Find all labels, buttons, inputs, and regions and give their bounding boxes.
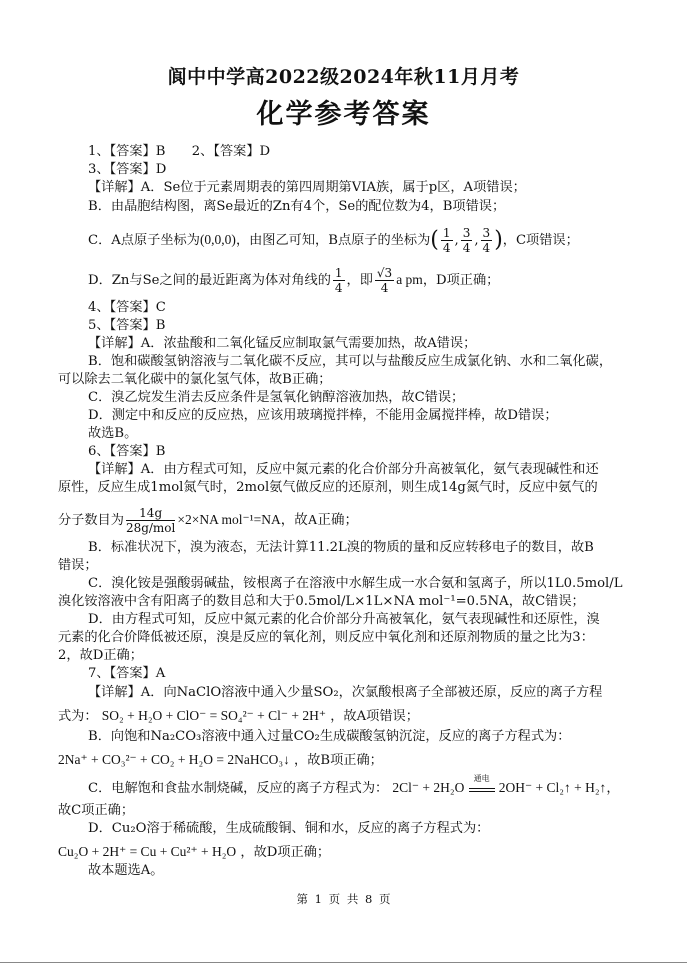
text: C．A点原子坐标为 xyxy=(88,233,200,248)
answer-line-3: 3、【答案】D xyxy=(88,162,167,177)
equation-line-a xyxy=(58,707,419,726)
ionic-equation-b: 2Na⁺ + CO₃²⁻ + CO₂ + H₂O = 2NaHCO₃↓ xyxy=(58,752,290,767)
equation-line-c xyxy=(88,773,620,801)
text: ，故B项正确； xyxy=(294,753,383,768)
answer-line-7: 7、【答案】A xyxy=(88,666,166,681)
explain-line: 2，故D正确； xyxy=(58,648,143,663)
explain-line: 原性，反应生成1mol氮气时，2mol氨气做反应的还原剂，则生成14g氮气时，反应中氨气的 xyxy=(58,480,598,495)
explain-line: B．饱和碳酸氢钠溶液与二氧化碳不反应，其可以与盐酸反应生成氯化钠、水和二氧化碳， xyxy=(88,354,612,369)
explain-line: 故C项正确； xyxy=(58,803,135,818)
answer-line-4: 4、【答案】C xyxy=(88,300,166,315)
paren-right: ) xyxy=(494,227,503,253)
ionic-equation-c-right: 2OH⁻ + Cl₂↑ + H₂↑ xyxy=(498,780,607,795)
fraction-root3-over-4: $\frac{√3}{4}$ xyxy=(376,266,393,295)
text: ，故D项正确； xyxy=(240,845,331,860)
explain-line: 错误； xyxy=(58,558,98,573)
text: ， xyxy=(606,781,620,796)
electrolysis-arrow xyxy=(469,773,495,792)
explain-line: 溴化铵溶液中含有阳离子的数目总和大于0.5mol/L×1L×NA mol⁻¹=0.5NA，故C错误； xyxy=(58,594,585,609)
explain-line: C．溴乙烷发生消去反应条件是氢氧化钠醇溶液加热，故C错误； xyxy=(88,390,465,405)
answer-line-6: 6、【答案】B xyxy=(88,444,166,459)
explain-line: D．由方程式可知，反应中氮元素的化合价部分升高被氧化，氨气表现碱性和还原性，溴 xyxy=(88,612,600,627)
equation-line-d xyxy=(58,843,330,862)
explain-line: 【详解】A．向NaClO溶液中通入少量SO₂，次氯酸根离子全部被还原，反应的离子方程 xyxy=(88,685,603,700)
ionic-equation-a: SO₂ + H₂O + ClO⁻ = SO₄²⁻ + Cl⁻ + 2H⁺ xyxy=(101,708,327,723)
explain-line-molecules xyxy=(58,502,358,539)
explain-line: B．由晶胞结构图，离Se最近的Zn有4个，Se的配位数为4，B项错误； xyxy=(88,199,506,214)
explain-line: 元素的化合价降低被还原，溴是反应的氧化剂，则反应中氧化剂和还原剂物质的量之比为3： xyxy=(58,630,594,645)
text: ，由图乙可知，B点原子的坐标为 xyxy=(235,233,431,248)
exam-title: 阆中中学高2022级2024年秋11月月考 xyxy=(167,66,520,88)
text: ，故A项错误； xyxy=(330,709,419,724)
fraction-14g-over-28: $\frac{14g}{\text{28g/mol}}$ xyxy=(125,506,176,535)
coord-frac-x: $\frac{1}{4}$ xyxy=(442,226,451,255)
text: C．电解饱和食盐水制烧碱，反应的离子方程式为： xyxy=(88,781,389,796)
paren-left: ( xyxy=(430,227,439,253)
explain-line: D．测定中和反应的反应热，应该用玻璃搅拌棒，不能用金属搅拌棒，故D错误； xyxy=(88,408,558,423)
explain-line: C．溴化铵是强酸弱碱盐，铵根离子在溶液中水解生成一水合氨和氢离子，所以1L0.5mol/L xyxy=(88,576,623,591)
answer-line-1-2: 1、【答案】B 2、【答案】D xyxy=(88,144,271,159)
explain-line: B．标准状况下，溴为液态，无法计算11.2L溴的物质的量和反应转移电子的数目，故B xyxy=(88,540,594,555)
unit: a pm xyxy=(396,272,423,287)
conclusion-line: 故本题选A。 xyxy=(88,863,164,878)
fraction-one-quarter: $\frac{1}{4}$ xyxy=(334,266,343,295)
explain-line-distance xyxy=(88,262,499,299)
coord-a: (0,0,0) xyxy=(199,232,236,247)
explain-line: B．向饱和Na₂CO₃溶液中通入过量CO₂生成碳酸氢钠沉淀，反应的离子方程式为： xyxy=(88,729,571,744)
explain-line: 【详解】A．浓盐酸和二氧化锰反应制取氯气需要加热，故A错误； xyxy=(88,336,477,351)
explain-line: D．Cu₂O溶于稀硫酸，生成硫酸铜、铜和水，反应的离子方程式为： xyxy=(88,821,490,836)
text: ，C项错误； xyxy=(502,233,579,248)
text: ，D项正确； xyxy=(422,273,500,288)
explain-line: 【详解】A．由方程式可知，反应中氮元素的化合价部分升高被氧化，氨气表现碱性和还 xyxy=(88,462,599,477)
coord-frac-z: $\frac{3}{4}$ xyxy=(482,226,491,255)
text: 分子数目为 xyxy=(58,513,124,528)
text: 式为： xyxy=(58,709,98,724)
ionic-equation-c-left: 2Cl⁻ + 2H₂O xyxy=(392,780,465,795)
answer-key-title: 化学参考答案 xyxy=(256,99,431,130)
text: ×2×NA mol⁻¹=NA，故A正确； xyxy=(177,512,359,527)
page-number: 第 1 页 共 8 页 xyxy=(296,892,391,906)
equation-line-b xyxy=(58,751,383,770)
explain-line: 故选B。 xyxy=(88,426,138,441)
explain-line: 【详解】A．Se位于元素周期表的第四周期第VIA族，属于p区，A项错误； xyxy=(88,180,526,195)
bottom-divider xyxy=(0,962,687,963)
coord-frac-y: $\frac{3}{4}$ xyxy=(462,226,471,255)
explain-line-coords: C．A点原子坐标为(0,0,0)，由图乙可知，B点原子的坐标为( $\frac{1}{4}$ , $\frac{3}{4}$ , $\frac{3}{4}$ )，C项错误； xyxy=(88,226,579,255)
explain-line: 可以除去二氧化碳中的氯化氢气体，故B正确； xyxy=(58,372,332,387)
condition-label: 通电 xyxy=(473,773,490,783)
answer-line-5: 5、【答案】B xyxy=(88,318,166,333)
text: D．Zn与Se之间的最近距离为体对角线的 xyxy=(88,273,331,288)
text: ，即 xyxy=(346,273,373,288)
ionic-equation-d: Cu₂O + 2H⁺ = Cu + Cu²⁺ + H₂O xyxy=(58,844,237,859)
